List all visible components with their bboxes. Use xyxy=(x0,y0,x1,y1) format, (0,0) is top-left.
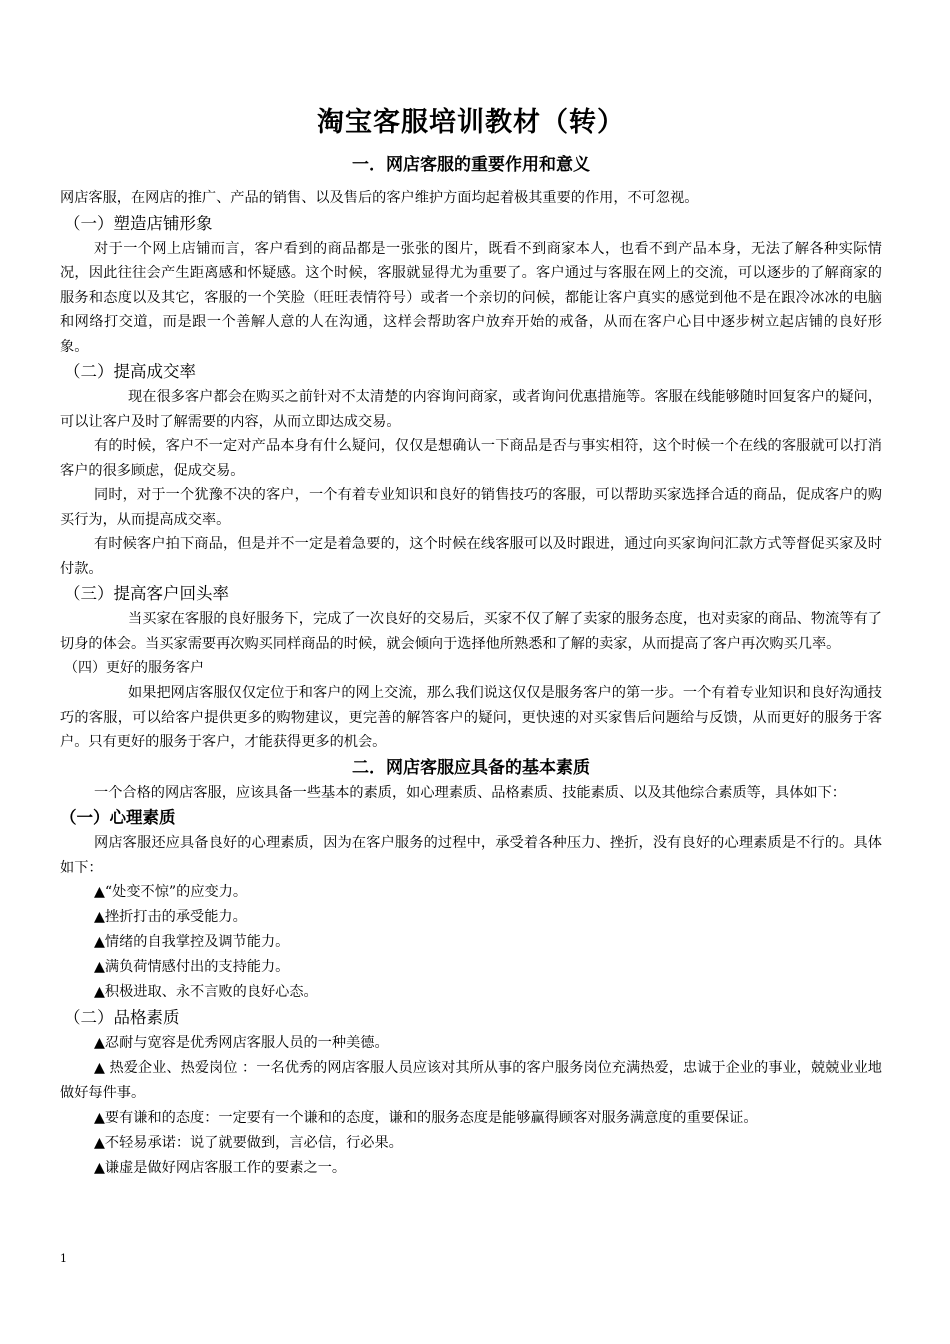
document-body xyxy=(60,100,882,1181)
paragraph: 现在很多客户都会在购买之前针对不太清楚的内容询问商家，或者询问优惠措施等。客服在线能够随时回复客户的疑问，可以让客户及时了解需要的内容，从而立即达成交易。 xyxy=(60,389,882,430)
section-1-intro: 网店客服，在网店的推广、产品的销售、以及售后的客户维护方面均起着极其重要的作用，不可忽视。 xyxy=(60,190,699,206)
subsection-1-1-heading: （一）塑造店铺形象 xyxy=(64,213,213,233)
paragraph: 有的时候，客户不一定对产品本身有什么疑问，仅仅是想确认一下商品是否与事实相符，这个时候一个在线的客服就可以打消客户的很多顾虑，促成交易。 xyxy=(60,438,882,479)
page-number: 1 xyxy=(60,1252,67,1265)
subsection-2-2-heading: （二）品格素质 xyxy=(64,1008,180,1027)
paragraph: 对于一个网上店铺而言，客户看到的商品都是一张张的图片，既看不到商家本人，也看不到产品本身，无法了解各种实际情况，因此往往会产生距离感和怀疑感。这个时候，客服就显得尤为重要了。客户通过与客服在网上的交流，可以逐步的了解商家的服务和态度以及其它，客服的一个笑脸（旺旺表情符号）或者一个亲切的问候，都能让客户真实的感觉到他不是在跟冷冰冰的电脑和网络打交道，而是跟一个善解人意的人在沟通，这样会帮助客户放弃开始的戒备，从而在客户心目中逐步树立起店铺的良好形象。 xyxy=(60,240,882,355)
subsection-1-2-heading: （二）提高成交率 xyxy=(64,362,196,381)
bullet-item: ▲积极进取、永不言败的良好心态。 xyxy=(94,984,318,1000)
subsection-1-4-heading: （四）更好的服务客户 xyxy=(64,660,204,676)
section-2-intro: 一个合格的网店客服，应该具备一些基本的素质，如心理素质、品格素质、技能素质、以及其他综合素质等，具体如下： xyxy=(94,784,846,801)
document-title: 淘宝客服培训教材（转） xyxy=(317,107,625,138)
paragraph: 有时候客户拍下商品，但是并不一定是着急要的，这个时候在线客服可以及时跟进，通过向买家询问汇款方式等督促买家及时付款。 xyxy=(60,536,882,577)
bullet-item: ▲谦虚是做好网店客服工作的要素之一。 xyxy=(94,1160,347,1176)
paragraph: 当买家在客服的良好服务下，完成了一次良好的交易后，买家不仅了解了卖家的服务态度，也对卖家的商品、物流等有了切身的体会。当买家需要再次购买同样商品的时候，就会倾向于选择他所熟悉和了解的卖家，从而提高了客户再次购买几率。 xyxy=(60,611,882,652)
bullet-item: ▲满负荷情感付出的支持能力。 xyxy=(94,959,290,975)
bullet-item: ▲要有谦和的态度：一定要有一个谦和的态度，谦和的服务态度是能够赢得顾客对服务满意度的重要保证。 xyxy=(94,1110,758,1126)
bullet-item: ▲情绪的自我掌控及调节能力。 xyxy=(94,934,290,950)
subsection-2-1-heading: （一）心理素质 xyxy=(60,808,176,827)
section-1-heading: 一．网店客服的重要作用和意义 xyxy=(352,155,590,175)
bullet-item: ▲“处变不惊”的应变力。 xyxy=(94,884,248,900)
paragraph: 如果把网店客服仅仅定位于和客户的网上交流，那么我们说这仅仅是服务客户的第一步。一个有着专业知识和良好沟通技巧的客服，可以给客户提供更多的购物建议，更完善的解答客户的疑问，更快速的对买家售后问题给与反馈，从而更好的服务于客户。只有更好的服务于客户，才能获得更多的机会。 xyxy=(60,685,882,750)
paragraph: 网店客服还应具备良好的心理素质，因为在客户服务的过程中，承受着各种压力、挫折，没有良好的心理素质是不行的。具体如下： xyxy=(60,835,882,876)
bullet-item: ▲挫折打击的承受能力。 xyxy=(94,909,247,925)
bullet-item: ▲忍耐与宽容是优秀网店客服人员的一种美德。 xyxy=(94,1035,389,1051)
section-2-heading: 二．网店客服应具备的基本素质 xyxy=(352,757,590,778)
bullet-item: ▲ 热爱企业、热爱岗位 ：一名优秀的网店客服人员应该对其所从事的客户服务岗位充满热爱，忠诚于企业的事业，兢兢业业地做好每件事。 xyxy=(60,1060,882,1101)
subsection-1-3-heading: （三）提高客户回头率 xyxy=(64,584,229,603)
bullet-item: ▲不轻易承诺：说了就要做到，言必信，行必果。 xyxy=(94,1135,403,1151)
paragraph: 同时，对于一个犹豫不决的客户，一个有着专业知识和良好的销售技巧的客服，可以帮助买家选择合适的商品，促成客户的购买行为，从而提高成交率。 xyxy=(60,487,882,528)
